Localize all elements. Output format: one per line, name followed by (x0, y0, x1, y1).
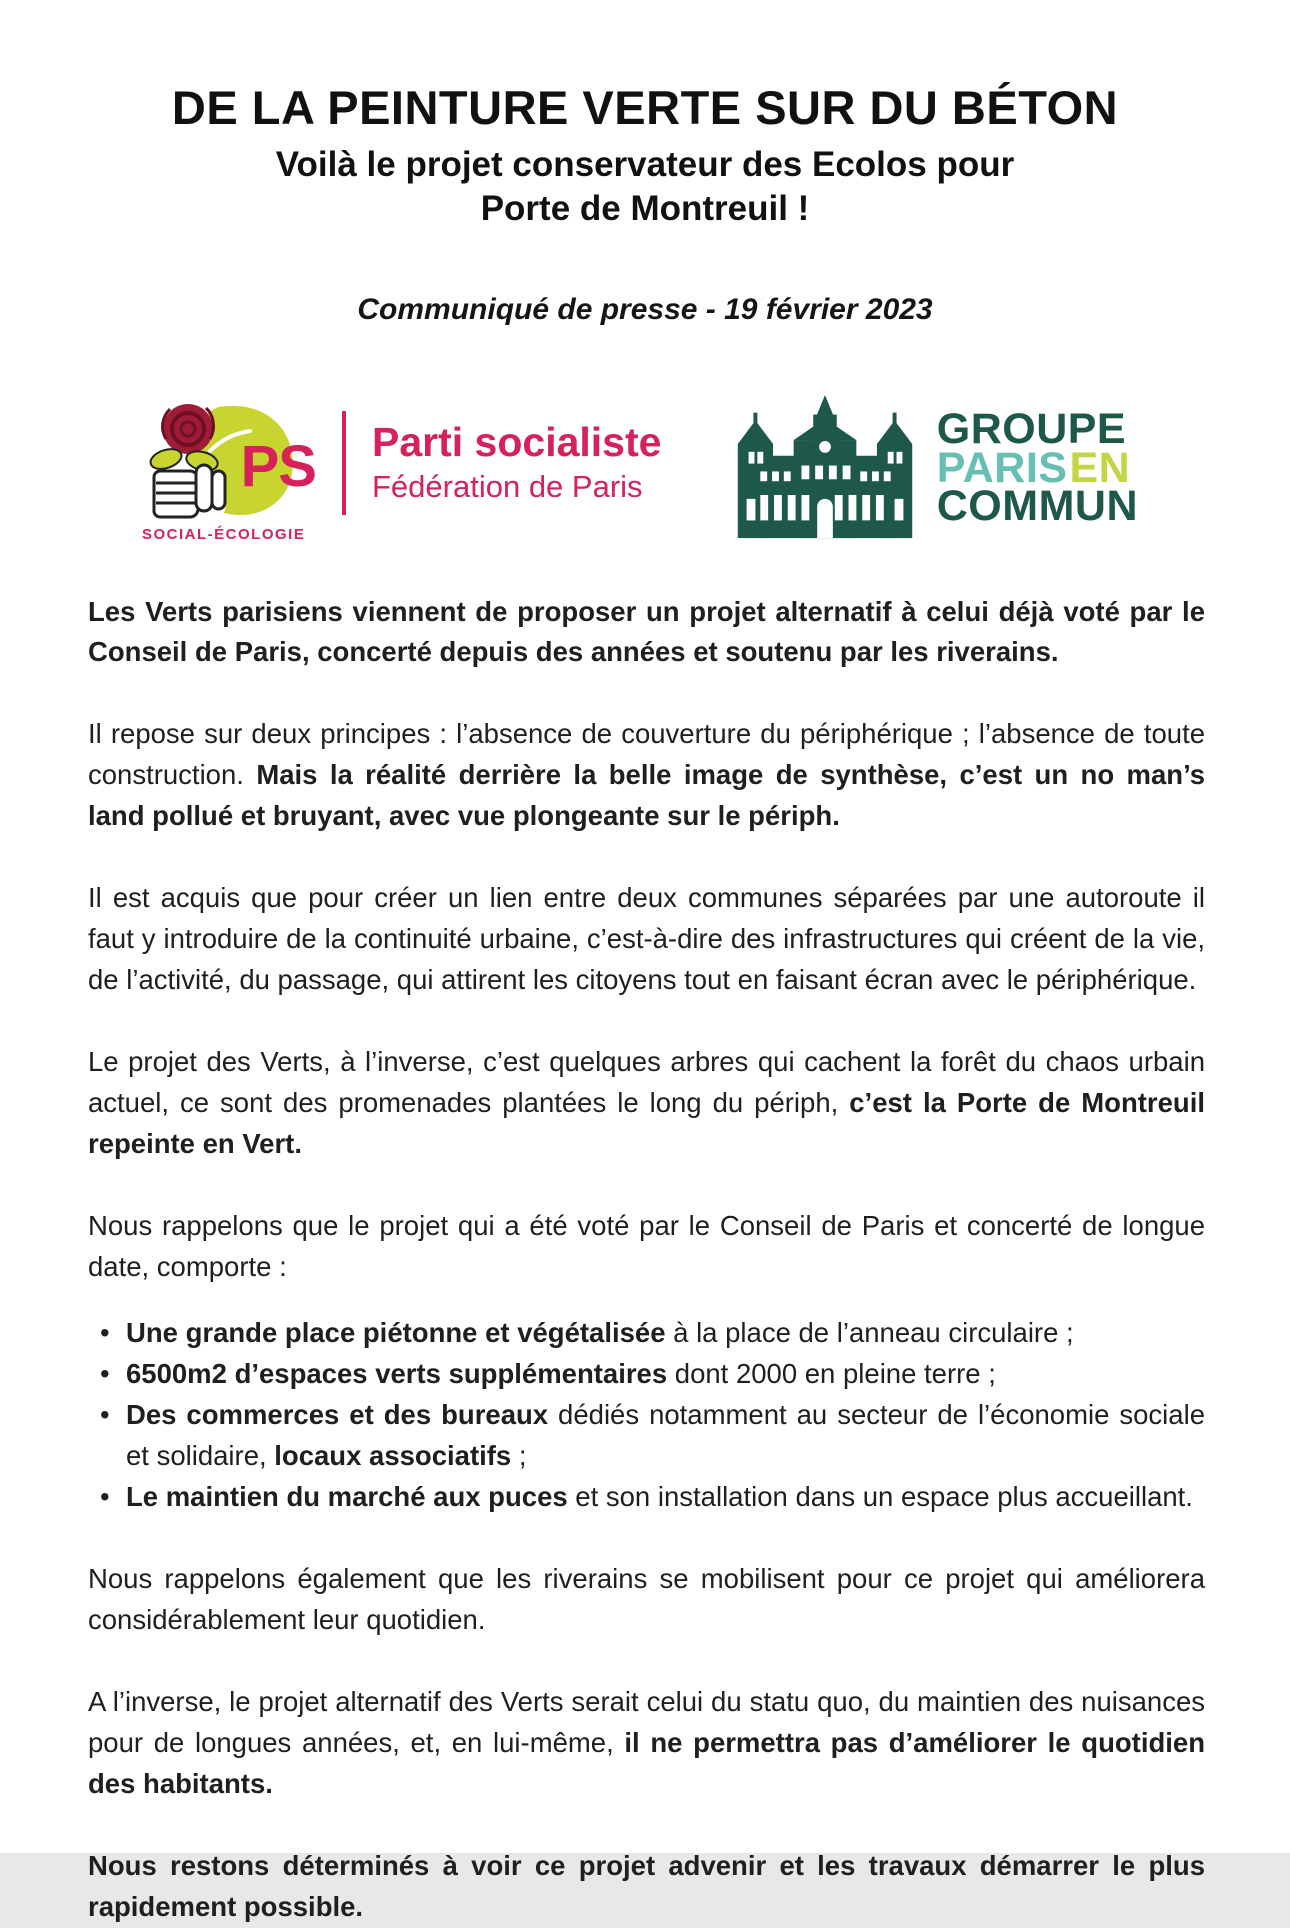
page-subtitle (0, 143, 1290, 231)
text-run-bold: 6500m2 d’espaces verts supplémentaires (126, 1358, 668, 1390)
ps-federation: Fédération de Paris (372, 469, 643, 505)
city-hall-icon (727, 393, 923, 543)
text-run: Nous rappelons que le projet qui a été voté par le Conseil de Paris et concerté de longue date, comporte : (88, 1210, 1205, 1283)
text-run-bold: Une grande place piétonne et végétalisée (126, 1317, 666, 1349)
text-run-bold: c’est la Porte de Montreuil repeinte en Vert. (88, 1087, 1205, 1160)
bullet-item (88, 1477, 1205, 1518)
ps-acronym: PS (240, 434, 316, 499)
body (88, 592, 1205, 1928)
logos-row (140, 391, 1138, 546)
bullet-item (88, 1313, 1205, 1354)
text-run-bold: Mais la réalité derrière la belle image de synthèse, c’est un no man’s land pollué et bruyant, avec vue plongeante sur le périph. (88, 759, 1205, 832)
gpc-en-text: EN (1069, 443, 1131, 492)
text-run-bold: Les Verts parisiens viennent de proposer un projet alternatif à celui déjà voté par le Conseil de Paris, concerté depuis des années et soutenu par les riverains. (88, 595, 1205, 668)
paris-en-commun-wordmark (936, 404, 1138, 531)
text-run: A l’inverse, le projet alternatif des Verts serait celui du statu quo, du maintien des nuisances pour de longues années, et, en lui-même, (88, 1685, 1205, 1758)
paragraph (88, 1846, 1205, 1928)
ps-tagline: SOCIAL-ÉCOLOGIE (142, 526, 306, 543)
page-title: DE LA PEINTURE VERTE SUR DU BÉTON (171, 81, 1119, 134)
page-subtitle-line1: Voilà le projet conservateur des Ecolos pour (275, 145, 1015, 184)
paris-en-commun-logo (727, 393, 1138, 543)
page-subtitle-line2: Porte de Montreuil ! (480, 188, 810, 228)
text-run: dont 2000 en pleine terre ; (667, 1358, 996, 1390)
ps-name: Parti socialiste (372, 418, 662, 465)
press-dateline: Communiqué de presse - 19 février 2023 (357, 292, 933, 326)
text-run: ; (511, 1440, 527, 1471)
text-run-bold: il ne permettra pas d’améliorer le quotidien des habitants. (88, 1726, 1205, 1799)
text-run: Il repose sur deux principes : l’absence de couverture du périphérique ; l’absence de toute construction. (88, 718, 1205, 791)
text-run-bold: Le maintien du marché aux puces (126, 1480, 568, 1512)
text-run: à la place de l’anneau circulaire ; (665, 1317, 1074, 1349)
bullet-item (88, 1395, 1205, 1477)
text-run-bold: Nous restons déterminés à voir ce projet advenir et les travaux démarrer le plus rapidement possible. (88, 1849, 1205, 1922)
paragraph (88, 878, 1205, 1001)
text-run: et son installation dans un espace plus accueillant. (567, 1480, 1193, 1512)
bullet-list (88, 1313, 1205, 1518)
gpc-groupe-text: GROUPE (936, 404, 1127, 453)
text-run: dédiés notamment au secteur de l’économie sociale et solidaire, (126, 1399, 1205, 1471)
paragraph (88, 1042, 1205, 1165)
paragraph (88, 592, 1205, 674)
text-run: Il est acquis que pour créer un lien entre deux communes séparées par une autoroute il faut y introduire de la continuité urbaine, c’est-à-dire des infrastructures qui créent de la vie, de l’activité, du passage, qui attirent les citoyens tout en faisant écran avec le périphérique. (88, 882, 1205, 996)
text-run: Nous rappelons également que les riverains se mobilisent pour ce projet qui améliorera considérablement leur quotidien. (88, 1562, 1205, 1635)
text-run: Le projet des Verts, à l’inverse, c’est quelques arbres qui cachent la forêt du chaos urbain actuel, ce sont des promenades plantées le long du périph, (88, 1046, 1205, 1119)
text-run-bold: locaux associatifs (274, 1440, 512, 1471)
header (0, 0, 1290, 327)
parti-socialiste-logo (140, 393, 661, 543)
paragraph (88, 1682, 1205, 1805)
ps-logo-divider (342, 411, 346, 515)
text-run-bold: Des commerces et des bureaux (126, 1399, 549, 1431)
paragraph (88, 714, 1205, 837)
ps-wordmark (372, 418, 662, 515)
paragraph (88, 1206, 1205, 1288)
gpc-paris-text: PARIS (936, 443, 1068, 492)
ps-mark (140, 393, 316, 543)
paragraph (88, 1559, 1205, 1641)
gpc-commun-text: COMMUN (936, 482, 1138, 531)
bullet-item (88, 1354, 1205, 1395)
